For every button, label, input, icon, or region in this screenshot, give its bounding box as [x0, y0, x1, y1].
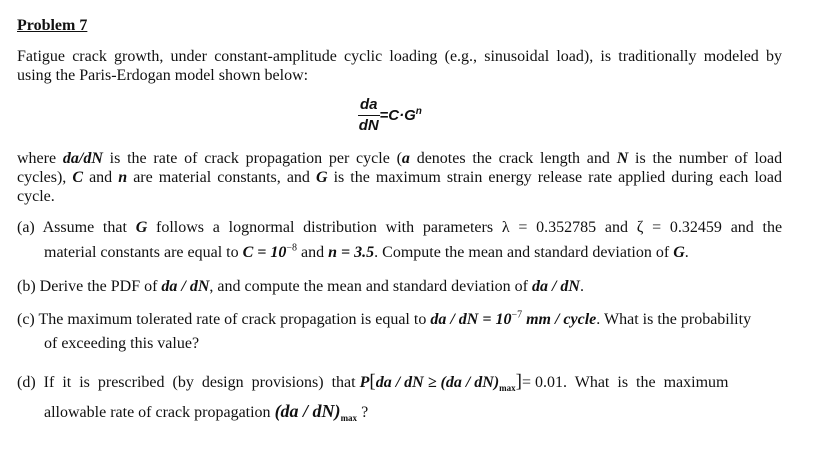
part-d-line-2: allowable rate of crack propagation $(da / dN)_{max}$ ?: [44, 401, 369, 424]
where-line-1: where da/dN is the rate of crack propagation per cycle (a denotes the crack length and N is the number of load: [17, 150, 783, 167]
part-b-line: (b) Derive the PDF of da / dN, and compute the mean and standard deviation of da / dN.: [17, 278, 584, 295]
problem-title: Problem 7: [17, 17, 88, 34]
intro-line-1: Fatigue crack growth, under constant-amplitude cyclic loading (e.g., sinusoidal load), is traditionally modeled by: [17, 48, 782, 65]
part-c-line-2: of exceeding this value?: [44, 335, 200, 352]
paris-erdogan-equation: [358, 95, 422, 136]
equation-denominator: dN: [358, 117, 379, 134]
equation-numerator: da: [358, 95, 380, 116]
part-a-line-2: material constants are equal to $C = 10^{-8}$ and n = 3.5. Compute the mean and standard deviation of G.: [44, 242, 689, 261]
equation-fraction: [358, 95, 380, 136]
part-c-line-1: (c) The maximum tolerated rate of crack propagation is equal to da / dN = $10^{-7}$ mm / cycle. What is the probability: [17, 309, 752, 328]
equation-rhs-prefix: =C·G: [379, 107, 416, 124]
intro-line-2: using the Paris-Erdogan model shown below:: [17, 67, 309, 84]
equation-exponent: n: [415, 106, 422, 117]
where-line-2: cycles), C and n are material constants, and G is the maximum strain energy release rate applied during each load: [17, 169, 783, 186]
equation-rhs: [380, 107, 422, 124]
where-line-3: cycle.: [17, 188, 55, 205]
part-a-line-1: (a) Assume that G follows a lognormal distribution with parameters λ = 0.352785 and ζ = 0.32459 and the: [17, 219, 783, 236]
part-d-line-1: (d) If it is prescribed (by design provisions) that P[da / dN ≥ $(da / dN)_{max}]= 0.01$. What is the maximum: [17, 371, 729, 394]
